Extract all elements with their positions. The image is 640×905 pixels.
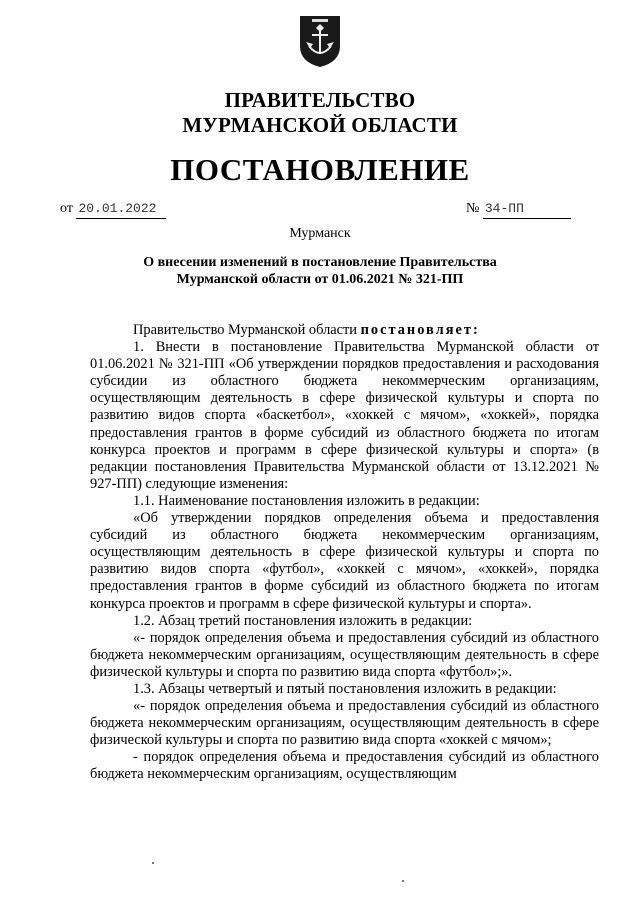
number-line <box>466 200 571 219</box>
paragraph-1-3: 1.3. Абзацы четвертый и пятый постановления изложить в редакции: <box>133 680 557 697</box>
document-subject <box>90 254 550 288</box>
number-value: 34-ПП <box>483 200 571 219</box>
date-value: 20.01.2022 <box>76 200 166 219</box>
paragraph-1-3-text-2: - порядок определения объема и предоставления субсидий из областного бюджета некоммерческим организациям, осуществляющим <box>90 749 599 783</box>
paragraph-1-2-text: «- порядок определения объема и предоставления субсидий из областного бюджета некоммерческим организациям, осуществляющим деятельность в сфере физической культуры и спорта по развитию вида спорта «футбол»;». <box>90 629 599 680</box>
decree-word: постановляет: <box>360 322 480 338</box>
paragraph-1-2: 1.2. Абзац третий постановления изложить в редакции: <box>133 612 473 629</box>
intro-text: Правительство Мурманской области <box>133 322 361 338</box>
date-prefix: от <box>60 201 73 216</box>
paragraph-1-1-text: «Об утверждении порядков определения объема и предоставления субсидий из областного бюджета некоммерческим организациям, осуществляющим деятельность в сфере физической культуры и спорта по развитию видов спорта «футбол», «хоккей с мячом», «хоккей», порядка предоставления грантов в форме субсидий из областного бюджета по итогам конкурса проектов и программ в сфере физической культуры и спорта». <box>90 510 599 612</box>
paragraph-1-1: 1.1. Наименование постановления изложить в редакции: <box>133 492 480 509</box>
city-name: Мурманск <box>289 226 351 241</box>
number-prefix: № <box>466 201 480 216</box>
document-type-title: ПОСТАНОВЛЕНИЕ <box>170 152 470 187</box>
subject-line-1: О внесении изменений в постановление Правительства <box>143 255 497 270</box>
subject-line-2: Мурманской области от 01.06.2021 № 321-ПП <box>176 272 464 287</box>
government-line-2: МУРМАНСКОЙ ОБЛАСТИ <box>182 113 458 137</box>
coat-of-arms-icon <box>298 12 342 68</box>
document-body <box>90 322 599 784</box>
government-name <box>0 88 640 138</box>
paragraph-1-3-text-1: «- порядок определения объема и предоставления субсидий из областного бюджета некоммерческим организациям, осуществляющим деятельность в сфере физической культуры и спорта по развитию вида спорта «хоккей с мячом»; <box>90 698 599 749</box>
intro-paragraph <box>90 322 599 339</box>
paragraph-1: 1. Внести в постановление Правительства Мурманской области от 01.06.2021 № 321-ПП «Об утверждении порядков предоставления и расходования субсидии из областного бюджета некоммерческим организациям, осуществляющим деятельность в сфере физической культуры и спорта по развитию видов спорта «баскетбол», «хоккей с мячом», «хоккей», порядка предоставления грантов в форме субсидий из областного бюджета по итогам конкурса проектов и программ в сфере физической культуры и спорта» (в редакции постановления Правительства Мурманской области от 13.12.2021 № 927-ПП) следующие изменения: <box>90 339 599 492</box>
scan-dot <box>402 880 404 882</box>
date-line <box>60 200 166 219</box>
government-line-1: ПРАВИТЕЛЬСТВО <box>224 88 416 112</box>
scan-dot <box>152 862 154 864</box>
